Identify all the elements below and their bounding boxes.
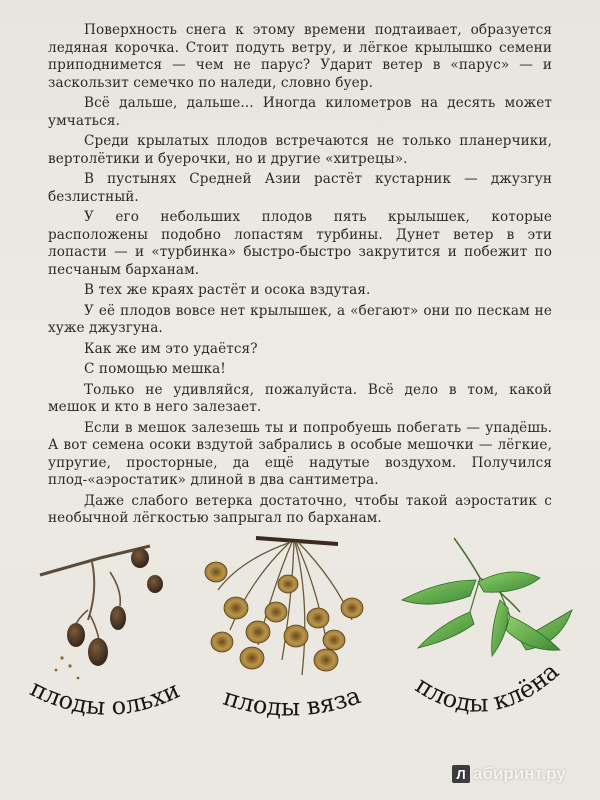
paragraph: У его небольших плодов пять крылышек, которые расположены подобно лопастям турбины. Дунет ветер в эти лопасти — и «турбинка» быстро-быстро закрутится и побежит по песчаным барханам. bbox=[48, 209, 552, 278]
paragraph: Среди крылатых плодов встречаются не только планерчики, вертолётики и буерочки, но и другие «хитрецы». bbox=[48, 133, 552, 167]
paragraph: С помощью мешка! bbox=[84, 361, 226, 377]
labirint-logo-icon: Л bbox=[452, 765, 470, 783]
paragraph: В тех же краях растёт и осока вздутая. bbox=[84, 282, 371, 298]
elm-seeds-icon bbox=[205, 538, 363, 675]
body-text bbox=[48, 22, 552, 531]
paragraph: Если в мешок залезешь ты и попробуешь побегать — упадёшь. А вот семена осоки вздутой забрались в особые мешочки — лёгкие, упругие, просторные, да ещё надутые воздухом. Получился плод-«аэростатик» длиной в два сантиметра. bbox=[48, 419, 552, 488]
paragraph: Даже слабого ветерка достаточно, чтобы такой аэростатик с необычной лёгкостью запрыгал по барханам. bbox=[48, 492, 552, 526]
paragraph: Как же им это удаётся? bbox=[84, 340, 258, 357]
watermark bbox=[452, 764, 566, 784]
paragraph: У её плодов вовсе нет крылышек, а «бегают» они по пескам не хуже джузгуна. bbox=[48, 302, 552, 336]
alder-cones-icon bbox=[40, 546, 163, 679]
label-elm: плоды вяза bbox=[220, 681, 365, 722]
illustrations bbox=[0, 520, 600, 760]
paragraph: В пустынях Средней Азии растёт кустарник — джузгун безлистный. bbox=[48, 171, 552, 205]
label-maple: плоды клёна bbox=[410, 657, 565, 718]
paragraph: Поверхность снега к этому времени подтаивает, образуется ледяная корочка. Стоит подуть ветру, и лёгкое крылышко семени приподнимется — чем не парус? Ударит ветер в «парус» — и заскользит семечко по наледи, словно буер. bbox=[48, 22, 552, 91]
paragraph: Всё дальше, дальше... Иногда километров на десять может умчаться. bbox=[48, 95, 552, 129]
paragraph: Только не удивляйся, пожалуйста. Всё дело в том, какой мешок и кто в него залезает. bbox=[48, 381, 552, 415]
watermark-text: абиринт.ру bbox=[473, 764, 566, 783]
label-alder: плоды ольхи bbox=[25, 674, 184, 721]
maple-samaras-icon bbox=[402, 538, 572, 656]
